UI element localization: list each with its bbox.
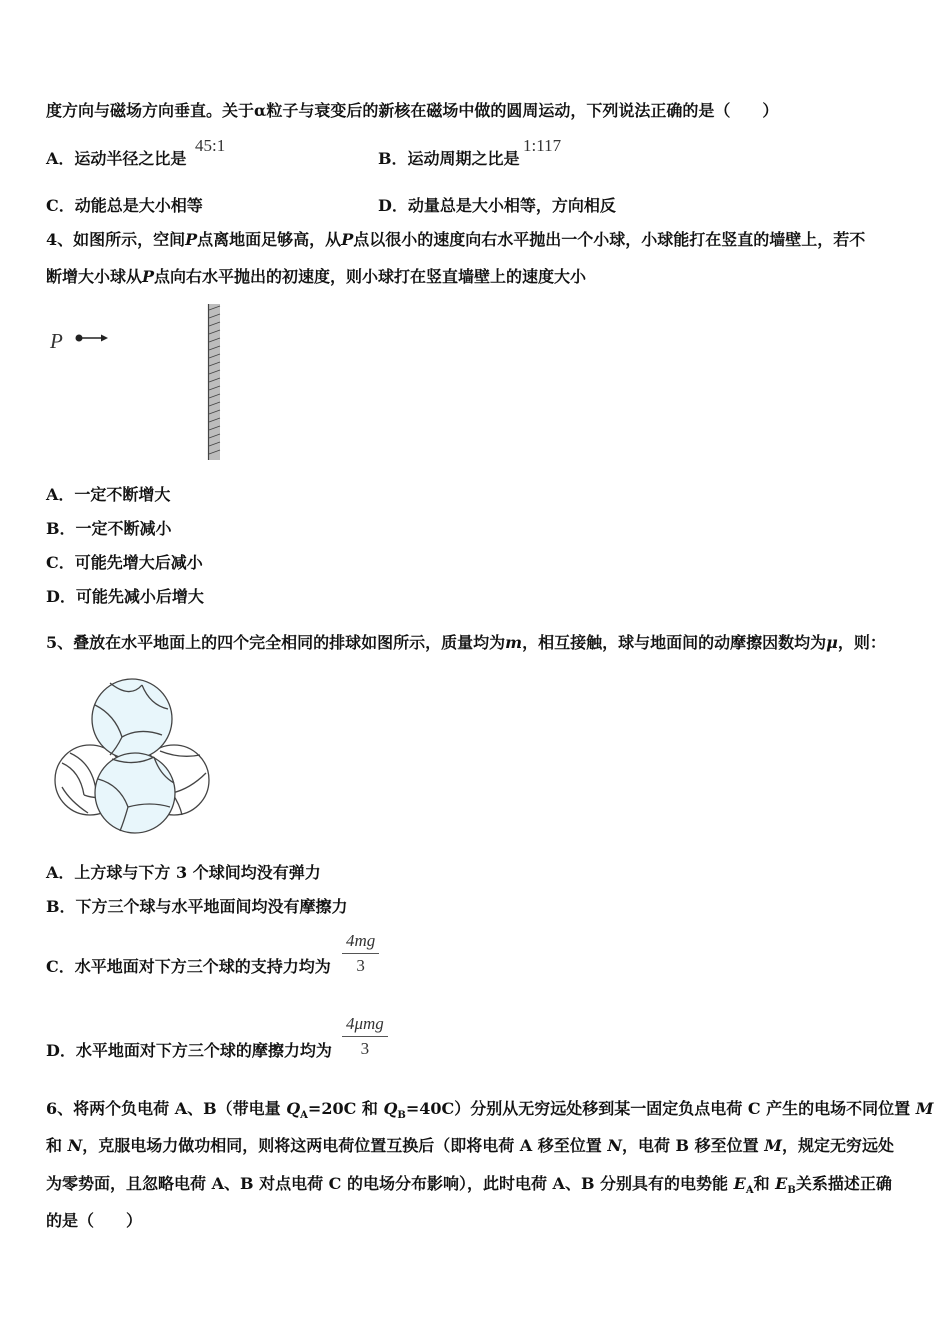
q4-figure (40, 298, 240, 468)
q5-var-mu: μ (826, 633, 838, 652)
q5-option-c-numerator: 4mg (342, 931, 379, 954)
q4-option-d: D．可能先减小后增大 (46, 587, 204, 606)
q6-stem-text: ，克服电场力做功相同，则将这两电荷位置互换后（即将电荷 A 移至位置 (82, 1136, 608, 1155)
q6-var-q: Q (383, 1099, 398, 1118)
q6-var-n: N (607, 1136, 622, 1155)
q6-subscript: A (745, 1185, 754, 1197)
q4-option-a: A．一定不断增大 (46, 485, 171, 504)
q4-var-p: P (185, 230, 198, 249)
q5-option-c (46, 957, 331, 977)
q6-var-m: M (915, 1099, 934, 1118)
q6-var-m: M (764, 1136, 782, 1155)
q3-option-a-label: A．运动半径之比是 (46, 149, 187, 168)
q6-var-q: Q (286, 1099, 301, 1118)
q6-stem-text: 关系描述正确 (795, 1174, 892, 1193)
q3-stem-continuation: 度方向与磁场方向垂直。关于α粒子与衰变后的新核在磁场中做的圆周运动，下列说法正确的是（ ） (46, 101, 779, 120)
volleyball-front-icon (95, 753, 175, 833)
q6-stem-line3 (46, 1174, 892, 1201)
q3-option-b-label: B．运动周期之比是 (378, 149, 520, 168)
q6-subscript: B (787, 1185, 796, 1197)
q4-stem-text: 点离地面足够高，从 (197, 230, 342, 249)
q5-var-m: m (505, 633, 523, 652)
q4-stem-line2 (46, 267, 586, 287)
q4-figure-label-p: P (50, 329, 63, 353)
q6-var-n: N (67, 1136, 83, 1155)
q4-option-c: C．可能先增大后减小 (46, 553, 203, 572)
q5-option-d-numerator: 4μmg (342, 1014, 388, 1037)
q5-option-c-label: C．水平地面对下方三个球的支持力均为 (46, 957, 331, 976)
q5-option-d-label: D．水平地面对下方三个球的摩擦力均为 (46, 1041, 332, 1060)
q5-option-d (46, 1041, 332, 1061)
q5-stem-text: ，相互接触，球与地面间的动摩擦因数均为 (522, 633, 827, 652)
q6-subscript: A (300, 1110, 308, 1122)
q4-stem-text: 点向右水平抛出的初速度，则小球打在竖直墙壁上的速度大小 (154, 267, 587, 286)
q5-stem-text: 5、叠放在水平地面上的四个完全相同的排球如图所示，质量均为 (46, 633, 506, 652)
q6-var-e: E (775, 1174, 788, 1193)
q6-stem-text: 和 (753, 1174, 776, 1193)
q3-option-a (46, 149, 186, 169)
wall-icon (209, 304, 221, 460)
q5-option-d-denominator: 3 (360, 1039, 370, 1058)
q6-subscript: B (397, 1110, 406, 1122)
q6-stem-text: ，电荷 B 移至位置 (621, 1136, 765, 1155)
q4-stem-text: 点以很小的速度向右水平抛出一个小球，小球能打在竖直的墙壁上，若不 (353, 230, 866, 249)
q5-option-b: B．下方三个球与水平地面间均没有摩擦力 (46, 897, 348, 916)
q4-stem-text: 断增大小球从 (46, 267, 143, 286)
q6-stem-text: 和 (46, 1136, 68, 1155)
q6-stem-text: =20C 和 (307, 1099, 384, 1118)
q5-option-d-fraction (342, 1014, 388, 1059)
q3-option-d: D．动量总是大小相等，方向相反 (378, 196, 616, 215)
q6-stem-text: 6、将两个负电荷 A、B（带电量 (46, 1099, 287, 1118)
q3-option-c: C．动能总是大小相等 (46, 196, 203, 215)
q6-stem-line2 (46, 1136, 894, 1156)
q5-figure (50, 675, 220, 843)
q5-option-a: A．上方球与下方 3 个球间均没有弹力 (46, 863, 321, 882)
q3-option-b-ratio: 1:117 (523, 136, 562, 155)
q3-option-a-ratio: 45:1 (195, 136, 226, 155)
q5-option-c-fraction (342, 931, 379, 976)
q5-stem (46, 633, 886, 653)
q6-stem-text: ，规定无穷远处 (781, 1136, 894, 1155)
q4-var-p: P (142, 267, 155, 286)
q4-option-b: B．一定不断减小 (46, 519, 172, 538)
ball-dot-icon (76, 335, 83, 342)
q5-option-c-denominator: 3 (356, 956, 365, 975)
q4-stem-line1 (46, 230, 865, 250)
arrow-head-icon (101, 335, 108, 342)
q6-stem-line1 (46, 1099, 933, 1126)
q4-var-p: P (341, 230, 354, 249)
q4-stem-text: 4、如图所示，空间 (46, 230, 186, 249)
q6-stem-line4: 的是（ ） (46, 1211, 143, 1230)
q3-option-b (378, 149, 520, 169)
volleyball-top-icon (92, 679, 172, 759)
q6-stem-text: 为零势面，且忽略电荷 A、B 对点电荷 C 的电场分布影响），此时电荷 A、B 分别具有的电势能 (46, 1174, 734, 1193)
q6-stem-text: =40C）分别从无穷远处移到某一固定负点电荷 C 产生的电场不同位置 (405, 1099, 916, 1118)
q6-var-e: E (733, 1174, 746, 1193)
q5-stem-text: ，则： (837, 633, 886, 652)
